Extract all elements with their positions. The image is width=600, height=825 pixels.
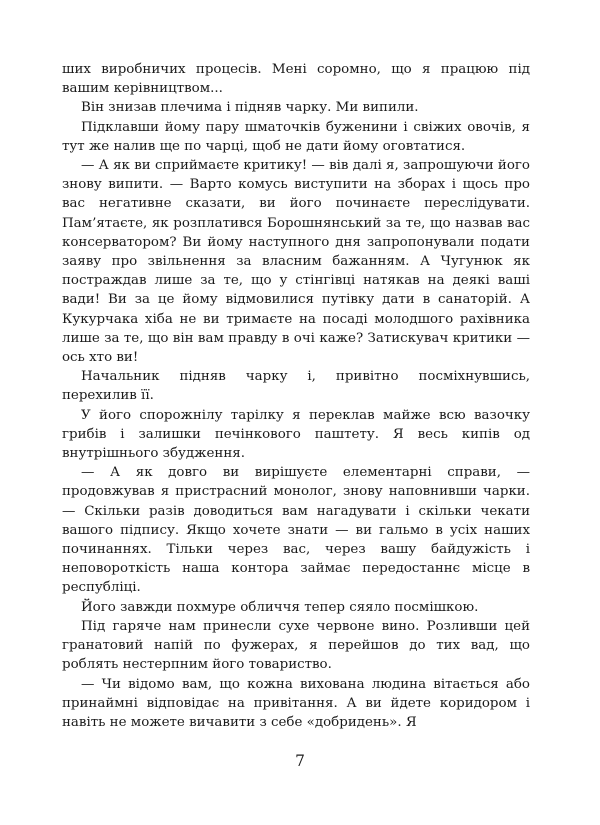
paragraph: Підклавши йому пару шматочків буженини і свіжих овочів, я тут же налив ще по чарці, щоб не дати йому оговтатися. [62, 119, 530, 154]
paragraph: — Чи відомо вам, що кожна вихована людина вітається або принаймні відповідає на привітання. А ви йдете коридором і навіть не можете вичавити з себе «добридень». Я [62, 676, 530, 730]
paragraph-continued: ших виробничих процесів. Мені соромно, що я працюю під вашим керівництвом... [62, 62, 530, 97]
page-number: 7 [295, 752, 305, 770]
paragraph: Начальник підняв чарку і, привітно посміхнувшись, перехилив її. [62, 369, 530, 404]
page-body [62, 60, 530, 732]
paragraph: Він знизав плечима і підняв чарку. Ми випили. [81, 100, 419, 116]
paragraph: Під гаряче нам принесли сухе червоне вино. Розливши цей гранатовий напій по фужерах, я перейшов до тих вад, що роблять нестерпним його товариство. [62, 618, 530, 673]
paragraph: Його завжди похмуре обличчя тепер сяяло посмішкою. [81, 599, 479, 615]
paragraph: — А як ви сприймаєте критику! — вів далі я, запрошуючи його знову випити. — Варто комусь виступити на зборах і щось про вас негативне сказати, ви його починаєте переслідувати. Пам’ятаєте, як розплатився Борошнянський за те, що назвав вас консерватором? Ви йому наступного дня запропонували подати заяву про звільнення за власним бажанням. А Чугунюк як постраждав лише за те, що у стінгівці натякав на деякі ваші вади! Ви за це йому відмовилися путівку дати в санаторій. А Кукурчака хіба не ви тримаєте на посаді молодшого рахівника лише за те, що він вам правду в очі каже? Затискувач критики — ось хто ви! [62, 158, 530, 366]
paragraph: У його спорожнілу тарілку я переклав майже всю вазочку грибів і залишки печінкового паштету. Я весь кипів од внутрішнього збудження. [62, 407, 530, 462]
paragraph: — А як довго ви вирішуєте елементарні справи, — продовжував я пристрасний монолог, знову наповнивши чарки. — Скільки разів доводиться вам нагадувати і скільки чекати вашого підпису. Якщо хочете знати — ви гальмо в усіх наших починаннях. Тільки через вас, через вашу байдужість і неповороткість наша контора займає передостаннє місце в республіці. [62, 465, 530, 596]
